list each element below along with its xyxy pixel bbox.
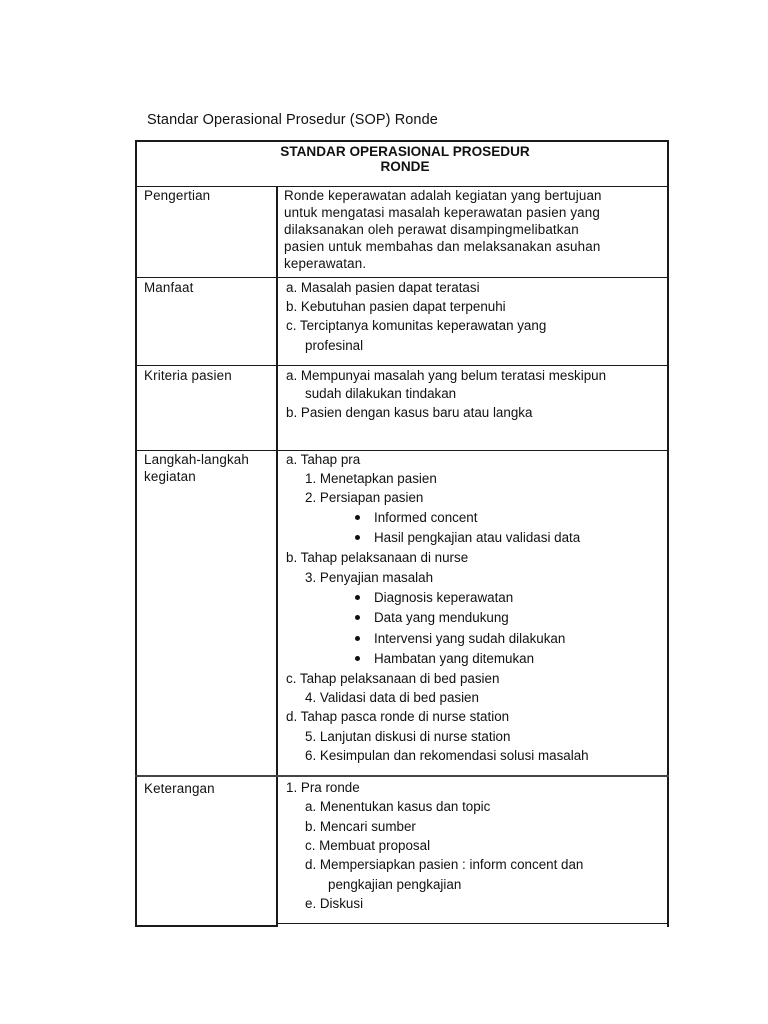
keterangan-item: b. Mencari sumber (305, 819, 416, 834)
keterangan-item: d. Mempersiapkan pasien : inform concent dan (305, 857, 584, 872)
row-divider-pengertian (135, 277, 669, 278)
label-langkah-kegiatan (144, 451, 249, 485)
label-langkah-line1: Langkah-langkah (144, 452, 249, 467)
label-manfaat: Manfaat (144, 280, 194, 295)
langkah-bullet-item: Intervensi yang sudah dilakukan (374, 631, 566, 646)
pengertian-line: Ronde keperawatan adalah kegiatan yang bertujuan (284, 188, 602, 203)
label-langkah-line2: kegiatan (144, 469, 196, 484)
bullet-icon (355, 595, 360, 600)
bullet-icon (355, 636, 360, 641)
kriteria-item: sudah dilakukan tindakan (305, 386, 457, 401)
pengertian-line: untuk mengatasi masalah keperawatan pasien yang (284, 205, 600, 220)
manfaat-item: b. Kebutuhan pasien dapat terpenuhi (286, 299, 506, 314)
langkah-stage: a. Tahap pra (286, 452, 361, 467)
manfaat-item: a. Masalah pasien dapat teratasi (286, 280, 480, 295)
langkah-step: 3. Penyajian masalah (305, 570, 434, 585)
langkah-bullet-item: Informed concent (374, 510, 478, 525)
keterangan-item: c. Membuat proposal (305, 838, 431, 853)
header-title-line1: STANDAR OPERASIONAL PROSEDUR (280, 144, 530, 159)
kriteria-item: a. Mempunyai masalah yang belum teratasi meskipun (286, 368, 607, 383)
langkah-bullet-item: Hambatan yang ditemukan (374, 651, 535, 666)
bullet-icon (355, 615, 360, 620)
langkah-bullet-item: Hasil pengkajian atau validasi data (374, 530, 581, 545)
table-header (135, 144, 675, 174)
sop-table (135, 140, 669, 927)
bullet-icon (355, 535, 360, 540)
langkah-step: 1. Menetapkan pasien (305, 471, 437, 486)
table-border-right (667, 140, 669, 927)
pengertian-line: dilaksanakan oleh perawat disampingmelibatkan (284, 222, 579, 237)
langkah-stage: b. Tahap pelaksanaan di nurse (286, 550, 469, 565)
manfaat-item: profesinal (305, 338, 364, 353)
langkah-stage: d. Tahap pasca ronde di nurse station (286, 709, 510, 724)
langkah-step: 2. Persiapan pasien (305, 490, 424, 505)
langkah-step: 6. Kesimpulan dan rekomendasi solusi masalah (305, 748, 589, 763)
label-kriteria-pasien: Kriteria pasien (144, 368, 232, 383)
keterangan-item: a. Menentukan kasus dan topic (305, 799, 491, 814)
langkah-bullet-item: Data yang mendukung (374, 610, 509, 625)
pengertian-line: keperawatan. (284, 256, 367, 271)
row-divider-langkah (135, 775, 669, 777)
keterangan-item: pengkajian pengkajian (328, 877, 462, 892)
bullet-icon (355, 656, 360, 661)
row-divider-manfaat (135, 365, 669, 366)
table-border-bottom-right (277, 923, 669, 924)
langkah-step: 4. Validasi data di bed pasien (305, 690, 479, 705)
keterangan-item: 1. Pra ronde (286, 780, 360, 795)
langkah-stage: c. Tahap pelaksanaan di bed pasien (286, 671, 500, 686)
bullet-icon (355, 515, 360, 520)
document-caption: Standar Operasional Prosedur (SOP) Ronde (147, 112, 438, 128)
pengertian-text (284, 187, 602, 272)
langkah-bullet-item: Diagnosis keperawatan (374, 590, 514, 605)
manfaat-item: c. Terciptanya komunitas keperawatan yang (286, 318, 547, 333)
table-border-top (135, 140, 669, 142)
table-border-bottom-left (135, 925, 277, 927)
keterangan-item: e. Diskusi (305, 896, 364, 911)
header-title-line2: RONDE (380, 159, 430, 174)
langkah-step: 5. Lanjutan diskusi di nurse station (305, 729, 511, 744)
table-border-left (135, 140, 137, 927)
label-pengertian: Pengertian (144, 188, 211, 203)
pengertian-line: pasien untuk membahas dan melaksanakan asuhan (284, 239, 601, 254)
label-keterangan: Keterangan (144, 781, 215, 796)
kriteria-item: b. Pasien dengan kasus baru atau langka (286, 405, 533, 420)
column-divider (276, 186, 278, 927)
